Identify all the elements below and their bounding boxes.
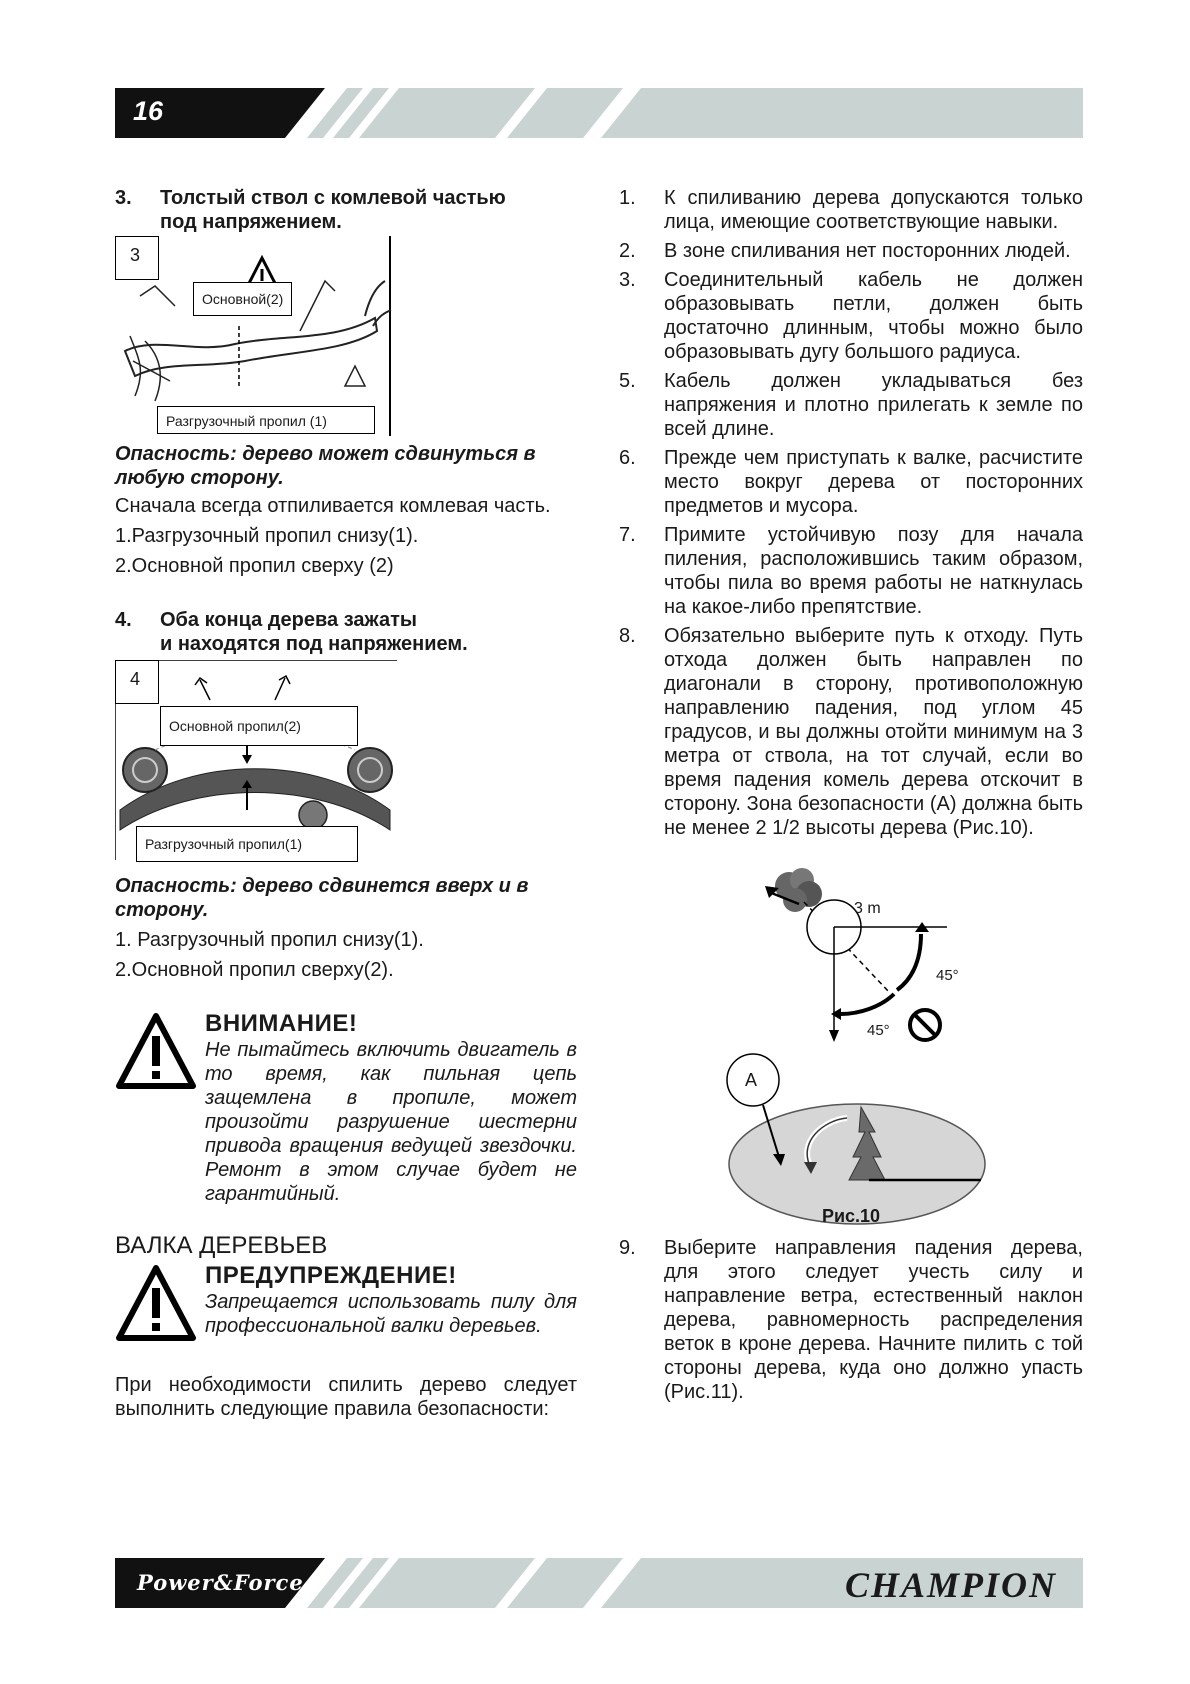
section-4-step-2: 2.Основной пропил сверху(2).: [115, 959, 394, 981]
section-4-title: 4. Оба конца дерева зажаты и находятся под напряжением.: [115, 609, 468, 655]
list-item: 2. В зоне спиливания нет посторонних людей.: [619, 240, 1071, 262]
section-3-title: 3. Толстый ствол с комлевой частью под напряжением.: [115, 187, 506, 233]
list-item: 9. Выберите направления падения дерева, для этого следует учесть силу и направление ветра, естественный наклон дерева, равномерность распределения веток в кроне дерева. Начните пилить с той стороны дерева, куда оно должно упасть (Рис.11).: [619, 1237, 1083, 1403]
warning-block: [115, 1262, 577, 1349]
angle-label-1: 45°: [936, 967, 959, 984]
page-footer: [115, 1558, 1083, 1608]
list-item: 3. Соединительный кабель не должен образовывать петли, должен быть достаточно длинным, чтобы можно было образовывать дугу большого радиуса.: [619, 269, 1083, 363]
figure-4: [115, 660, 397, 864]
figure-3: [115, 236, 395, 436]
list-item: 1. К спиливанию дерева допускаются только лица, имеющие соответствующие навыки.: [619, 187, 1083, 233]
figure-10-caption: Рис.10: [821, 1206, 881, 1226]
angle-label-2: 45°: [867, 1022, 890, 1039]
figure-4-number: 4: [115, 660, 159, 704]
section-4-number: 4.: [115, 609, 132, 631]
list-item: 8. Обязательно выберите путь к отходу. Путь отхода должен быть направлен по диагонали в сторону, противоположную направлению падения, под углом 45 градусов, и вы должны отойти минимум на 3 метра от ствола, на тот случай, если во время падения комель дерева отскочит в сторону. Зона безопасности (А) должна быть не менее 2 1/2 высоты дерева (Рис.10).: [619, 625, 1083, 839]
warning-title: ПРЕДУПРЕЖДЕНИЕ!: [205, 1262, 457, 1289]
attention-block: [115, 1010, 577, 1206]
felling-section-title: ВАЛКА ДЕРЕВЬЕВ: [115, 1232, 328, 1259]
felling-diagram: [619, 862, 1083, 1230]
section-3-danger: Опасность: дерево может сдвинуться в любую сторону.: [115, 443, 536, 489]
figure-10: [619, 862, 1083, 1230]
section-3-number: 3.: [115, 187, 132, 209]
section-3-step-1: 1.Разгрузочный пропил снизу(1).: [115, 525, 419, 547]
distance-label: 3 m: [854, 900, 881, 917]
list-item: 5. Кабель должен укладываться без напряжения и плотно прилегать к земле по всей длине.: [619, 370, 1083, 440]
right-column: [619, 186, 1083, 1409]
list-item: 7. Примите устойчивую позу для начала пиления, расположившись таким образом, чтобы пила во время работы не наткнулась на какое-либо препятствие.: [619, 524, 1083, 618]
attention-text: Не пытайтесь включить двигатель в то время, как пильная цепь защемлена в пропиле, может произойти разрушение шестерни привода вращения ведущей звездочки. Ремонт в этом случае будет не гарантийный.: [205, 1039, 577, 1205]
list-item: 6. Прежде чем приступать к валке, расчистите место вокруг дерева от посторонних предметов и мусора.: [619, 447, 1083, 517]
section-3-step-2: 2.Основной пропил сверху (2): [115, 555, 394, 577]
warning-triangle-icon: [115, 1010, 205, 1206]
left-column: [115, 186, 577, 1421]
figure-3-number: 3: [115, 236, 159, 280]
zone-label: A: [745, 1070, 758, 1090]
attention-title: ВНИМАНИЕ!: [205, 1010, 358, 1037]
page-number: 16: [133, 96, 164, 126]
power-force-logo: Power&Force: [137, 1570, 304, 1595]
warning-text: Запрещается использовать пилу для профессиональной валки деревьев.: [205, 1291, 577, 1337]
warning-triangle-icon: [115, 1262, 205, 1349]
figure-4-relief-cut-label: Разгрузочный пропил(1): [136, 826, 358, 862]
figure-4-main-cut-label: Основной пропил(2): [160, 706, 358, 746]
section-3-text: Сначала всегда отпиливается комлевая часть.: [115, 495, 551, 517]
page-header: [115, 88, 1083, 138]
rules-list: [619, 186, 1083, 840]
figure-3-relief-cut-label: Разгрузочный пропил (1): [157, 406, 375, 434]
champion-logo: CHAMPION: [844, 1565, 1057, 1605]
header-stripes: [115, 88, 1083, 138]
felling-intro: При необходимости спилить дерево следует выполнить следующие правила безопасности:: [115, 1374, 577, 1420]
section-4-step-1: 1. Разгрузочный пропил снизу(1).: [115, 929, 424, 951]
figure-3-main-cut-label: Основной(2): [193, 282, 292, 316]
section-4-danger: Опасность: дерево сдвинется вверх и в сторону.: [115, 875, 529, 921]
